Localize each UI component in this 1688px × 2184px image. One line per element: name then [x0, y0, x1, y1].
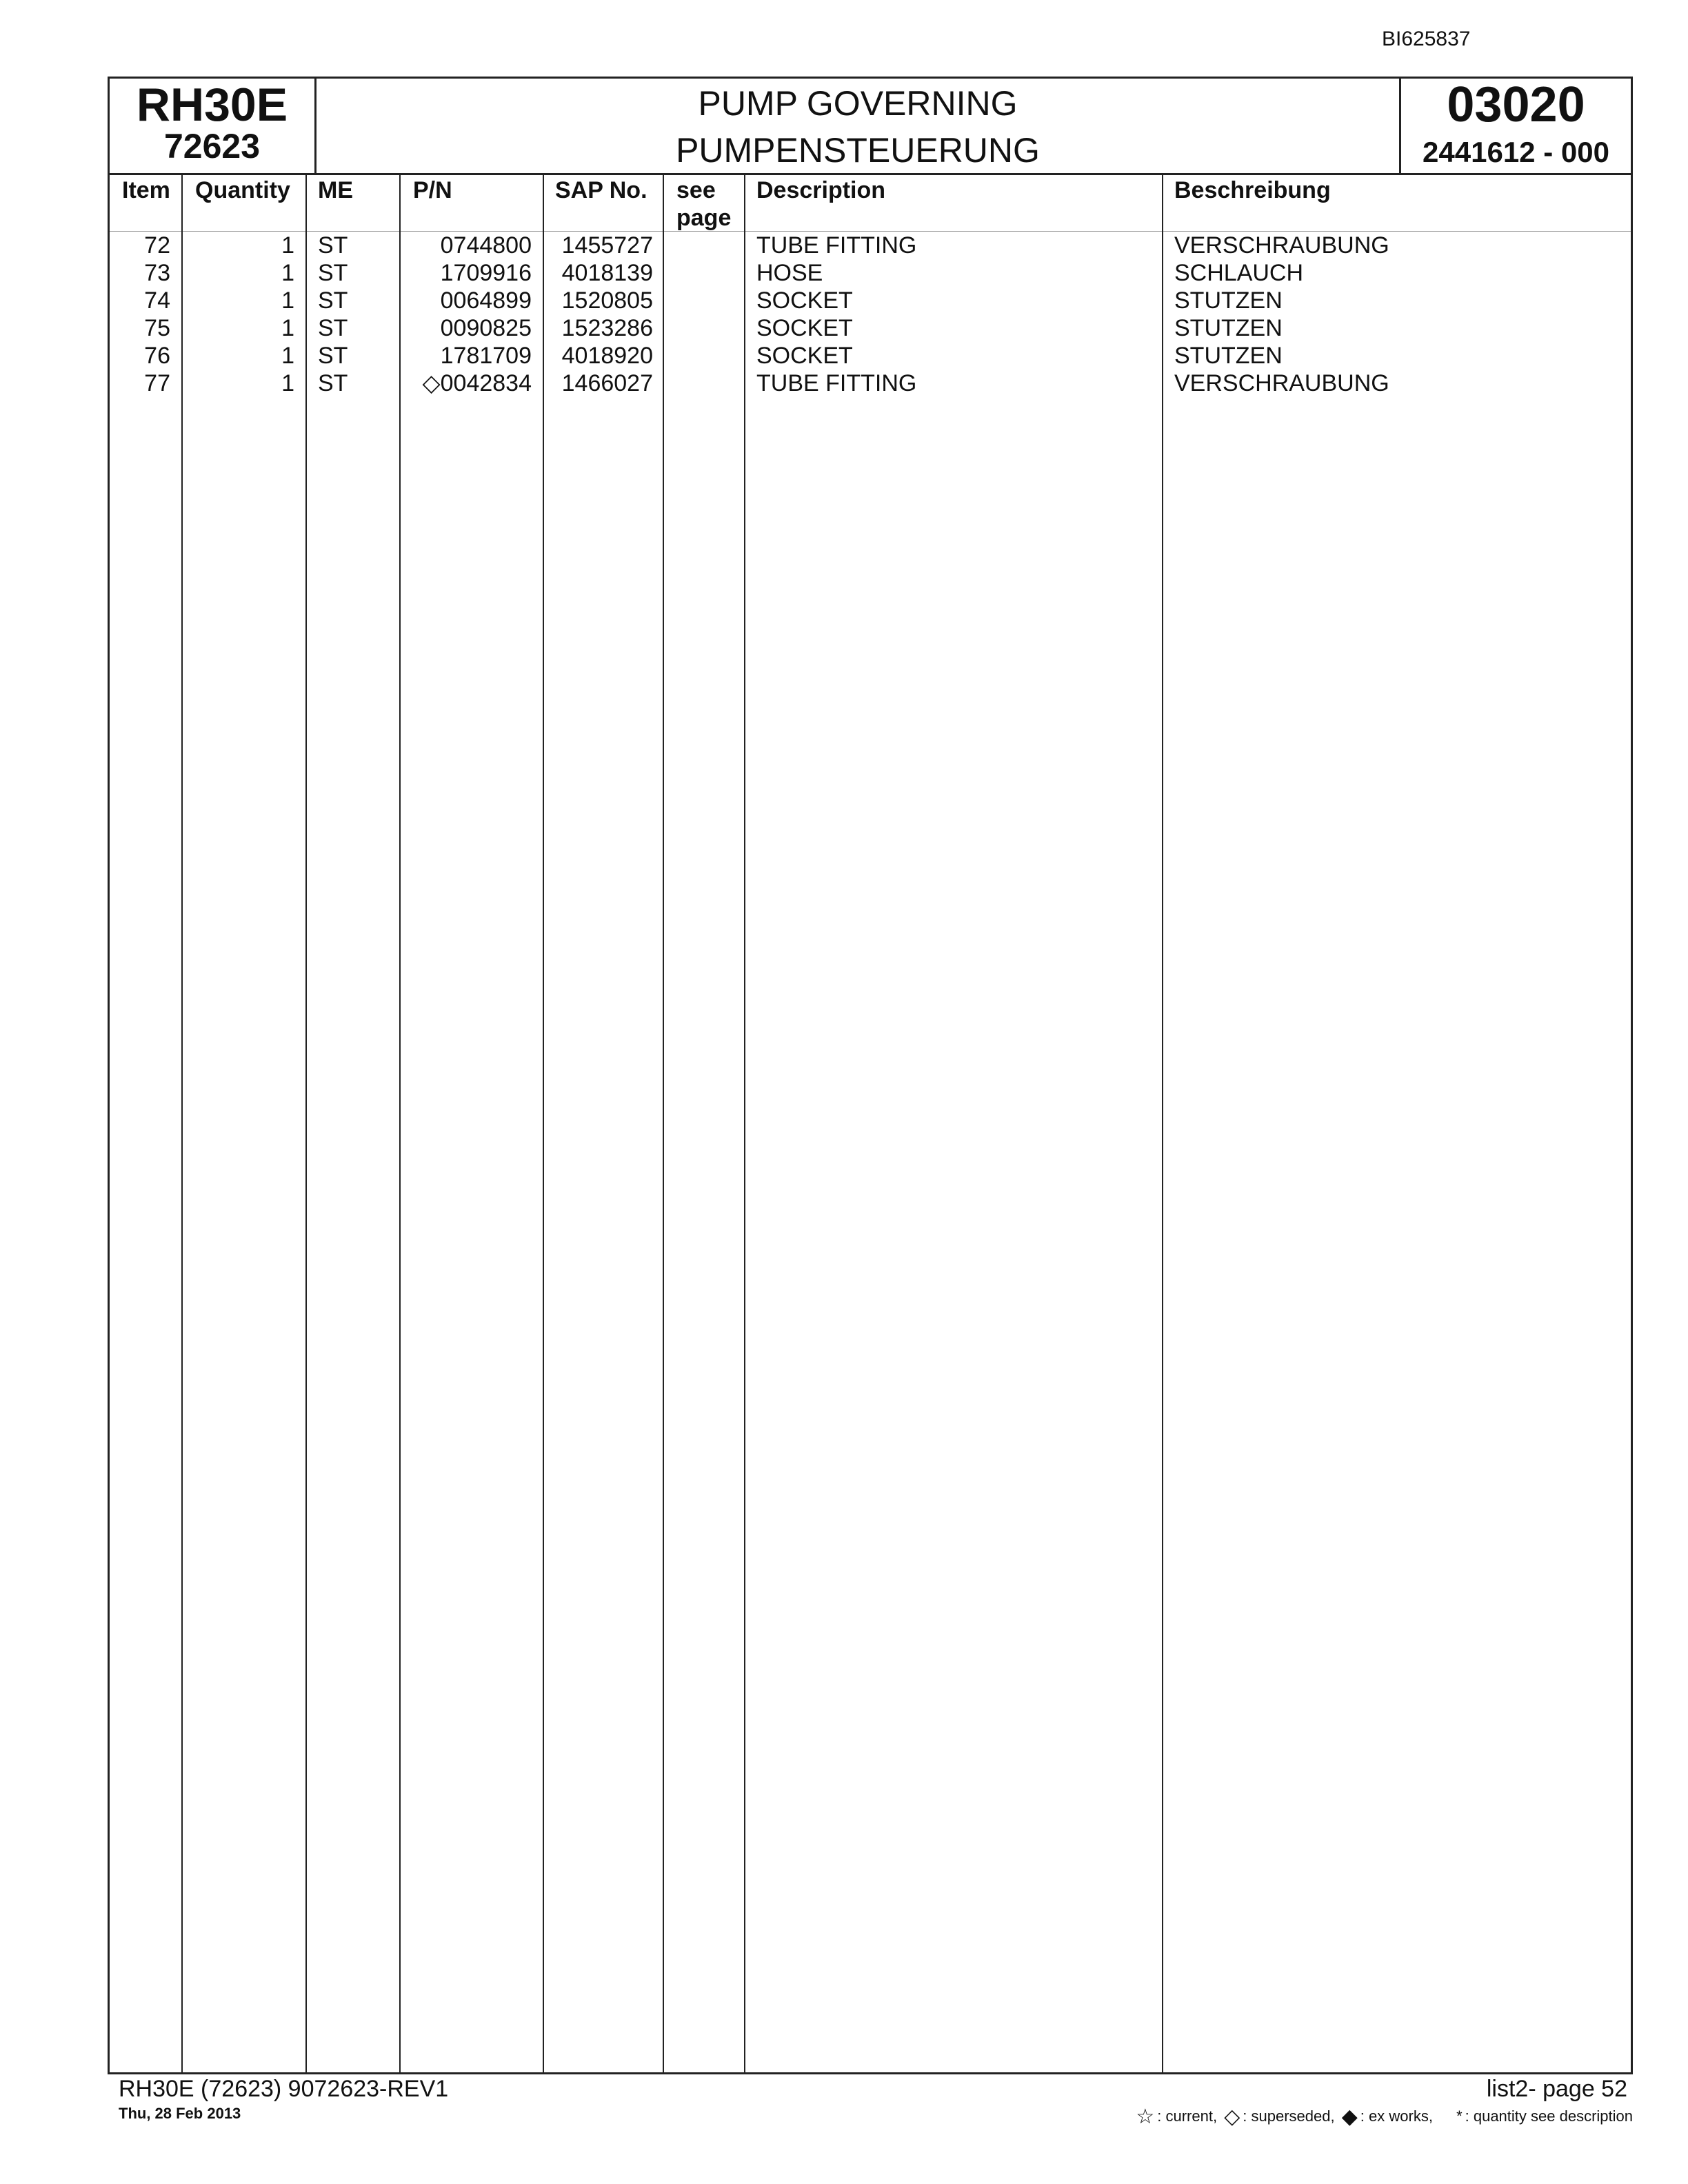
title-english: PUMP GOVERNING [698, 84, 1018, 123]
col-header-see-page: see page [676, 177, 732, 231]
cell-quantity: 1 [281, 370, 294, 396]
col-header-item: Item [122, 177, 170, 203]
title-german: PUMPENSTEUERUNG [676, 131, 1040, 170]
assembly-number: 2441612 - 000 [1423, 136, 1609, 168]
table-row [110, 287, 1631, 314]
cell-pn: ◇0042834 [422, 370, 532, 396]
footer-date: Thu, 28 Feb 2013 [119, 2105, 241, 2122]
cell-me: ST [318, 260, 348, 286]
model-number: 72623 [163, 127, 261, 165]
column-divider [663, 175, 664, 2072]
cell-pn: 0090825 [440, 315, 532, 341]
cell-item: 74 [144, 287, 170, 314]
header-band [110, 79, 1631, 175]
column-divider [181, 175, 183, 2072]
column-divider [543, 175, 544, 2072]
cell-pn: 0064899 [440, 287, 532, 314]
cell-description: TUBE FITTING [756, 232, 917, 259]
cell-item: 77 [144, 370, 170, 396]
star-outline-icon: ☆ [1136, 2105, 1155, 2128]
cell-item: 75 [144, 315, 170, 341]
col-header-quantity: Quantity [195, 177, 290, 203]
cell-description: SOCKET [756, 343, 853, 369]
cell-description: TUBE FITTING [756, 370, 917, 396]
table-row [110, 232, 1631, 259]
cell-quantity: 1 [281, 232, 294, 259]
table-row [110, 370, 1631, 397]
title-block [316, 79, 1399, 173]
legend-exworks-label: : ex works, [1360, 2107, 1433, 2125]
cell-item: 76 [144, 343, 170, 369]
cell-beschreibung: STUTZEN [1174, 343, 1283, 369]
cell-beschreibung: SCHLAUCH [1174, 260, 1304, 286]
col-header-pn: P/N [413, 177, 452, 203]
legend-quantity-label: : quantity see description [1465, 2107, 1633, 2125]
cell-sap: 1520805 [561, 287, 653, 314]
superseded-marker: ◇ [422, 370, 441, 396]
cell-me: ST [318, 287, 348, 314]
cell-beschreibung: VERSCHRAUBUNG [1174, 232, 1389, 259]
cell-description: SOCKET [756, 315, 853, 341]
cell-sap: 4018920 [561, 343, 653, 369]
cell-quantity: 1 [281, 343, 294, 369]
model-name: RH30E [136, 79, 288, 131]
cell-pn: 1709916 [440, 260, 532, 286]
legend-current-label: : current, [1157, 2107, 1218, 2125]
parts-list-table [108, 77, 1633, 2074]
column-divider [744, 175, 745, 2072]
cell-quantity: 1 [281, 315, 294, 341]
document-id: BI625837 [1382, 28, 1471, 50]
cell-quantity: 1 [281, 260, 294, 286]
col-header-me: ME [318, 177, 353, 203]
group-block [1399, 79, 1631, 173]
cell-description: SOCKET [756, 287, 853, 314]
cell-me: ST [318, 343, 348, 369]
cell-beschreibung: STUTZEN [1174, 287, 1283, 314]
cell-quantity: 1 [281, 287, 294, 314]
cell-pn: 1781709 [440, 343, 532, 369]
symbol-legend [1133, 2105, 1633, 2129]
footer-document-reference: RH30E (72623) 9072623-REV1 [119, 2076, 449, 2102]
cell-sap: 1455727 [561, 232, 653, 259]
table-row [110, 342, 1631, 370]
cell-sap: 4018139 [561, 260, 653, 286]
col-header-sap: SAP No. [555, 177, 647, 203]
table-row [110, 314, 1631, 342]
column-divider [305, 175, 307, 2072]
cell-sap: 1523286 [561, 315, 653, 341]
asterisk-icon: * [1456, 2107, 1463, 2125]
cell-pn: 0744800 [440, 232, 532, 259]
cell-item: 72 [144, 232, 170, 259]
group-number: 03020 [1447, 77, 1585, 132]
cell-me: ST [318, 232, 348, 259]
column-divider [399, 175, 401, 2072]
col-header-beschreibung: Beschreibung [1174, 177, 1331, 203]
model-block [110, 79, 316, 173]
cell-beschreibung: STUTZEN [1174, 315, 1283, 341]
cell-sap: 1466027 [561, 370, 653, 396]
col-header-description: Description [756, 177, 886, 203]
legend-superseded-label: : superseded, [1243, 2107, 1335, 2125]
cell-me: ST [318, 315, 348, 341]
cell-beschreibung: VERSCHRAUBUNG [1174, 370, 1389, 396]
table-row [110, 259, 1631, 287]
cell-item: 73 [144, 260, 170, 286]
diamond-outline-icon: ◇ [1224, 2105, 1240, 2128]
column-divider [1162, 175, 1163, 2072]
footer-page-number: list2- page 52 [1486, 2076, 1627, 2102]
cell-description: HOSE [756, 260, 823, 286]
cell-me: ST [318, 370, 348, 396]
diamond-filled-icon: ◆ [1341, 2105, 1358, 2128]
